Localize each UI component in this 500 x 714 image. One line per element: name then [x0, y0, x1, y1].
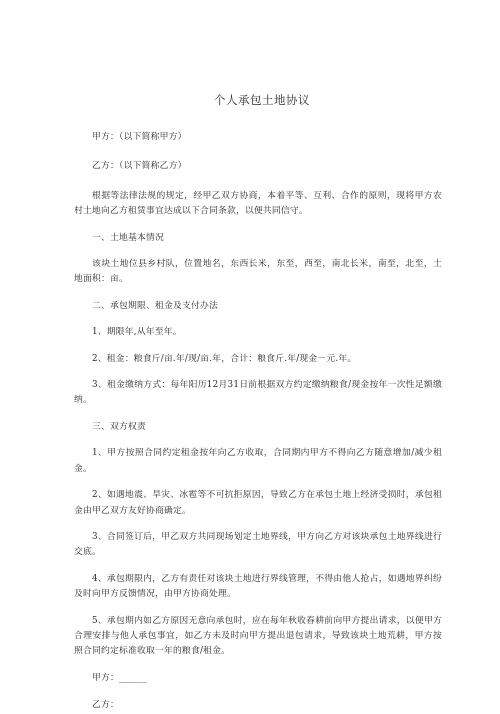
document-title: 个人承包土地协议 [214, 93, 310, 107]
section-heading-land-info: 一、土地基本情况 [92, 232, 164, 243]
section-heading-term-rent: 二、承包期限、租金及支付办法 [92, 300, 218, 311]
party-a-signature-line: 甲方：______ [92, 672, 147, 683]
rights-clause-5: 5、承包期内如乙方原因无意向承包时，应在每年秋收春耕前向甲方提出请求，以便甲方合理安排与他人承包事宜，如乙方未及时向甲方提出退包请求，导致该块土地荒耕，甲方按照合同约定标准收取一年的粮食/租金。 [74, 615, 442, 657]
rights-clause-1: 1、甲方按照合同约定租金按年向乙方收取，合同期内甲方不得向乙方随意增加/减少租金。 [74, 448, 442, 474]
preamble-paragraph: 根据等法律法规的规定，经甲乙双方协商，本着平等、互利、合作的原则，现将甲方农村土地向乙方租赁事宜达成以下合同条款，以便共同信守。 [74, 190, 442, 217]
section-heading-rights: 三、双方权责 [92, 421, 146, 432]
party-b-line: 乙方：（以下简称乙方） [92, 161, 187, 172]
party-b-signature-line: 乙方： [92, 700, 119, 711]
land-info-paragraph: 该块土地位县乡村队，位置地名，东西长米，东至，西至，南北长米，南至，北至，土地面积：亩。 [74, 259, 442, 285]
term-clause-3: 3、租金缴纳方式：每年阳历12月31日前根据双方约定缴纳粮食/现金按年一次性足额缴纳。 [74, 380, 442, 406]
party-a-line: 甲方：（以下简称甲方） [92, 132, 187, 142]
rights-clause-4: 4、承包期限内，乙方有责任对该块土地进行界线管理，不得由他人抢占，如遇地界纠纷及时向甲方反馈情况，由甲方协商处理。 [74, 573, 442, 600]
term-clause-2: 2、租金：粮食斤/亩.年/现/亩.年，合计：粮食斤.年/现金－元.年。 [92, 353, 357, 364]
term-clause-1: 1、期限年,从年至年。 [92, 327, 182, 338]
rights-clause-2: 2、如遇地震、旱灾、冰雹等不可抗拒原因，导致乙方在承包土地上经济受损时，承包租金由甲乙双方友好协商确定。 [74, 490, 442, 516]
rights-clause-3: 3、合同签订后，甲乙双方共同现场划定土地界线，甲方向乙方对该块承包土地界线进行交底。 [74, 531, 442, 558]
